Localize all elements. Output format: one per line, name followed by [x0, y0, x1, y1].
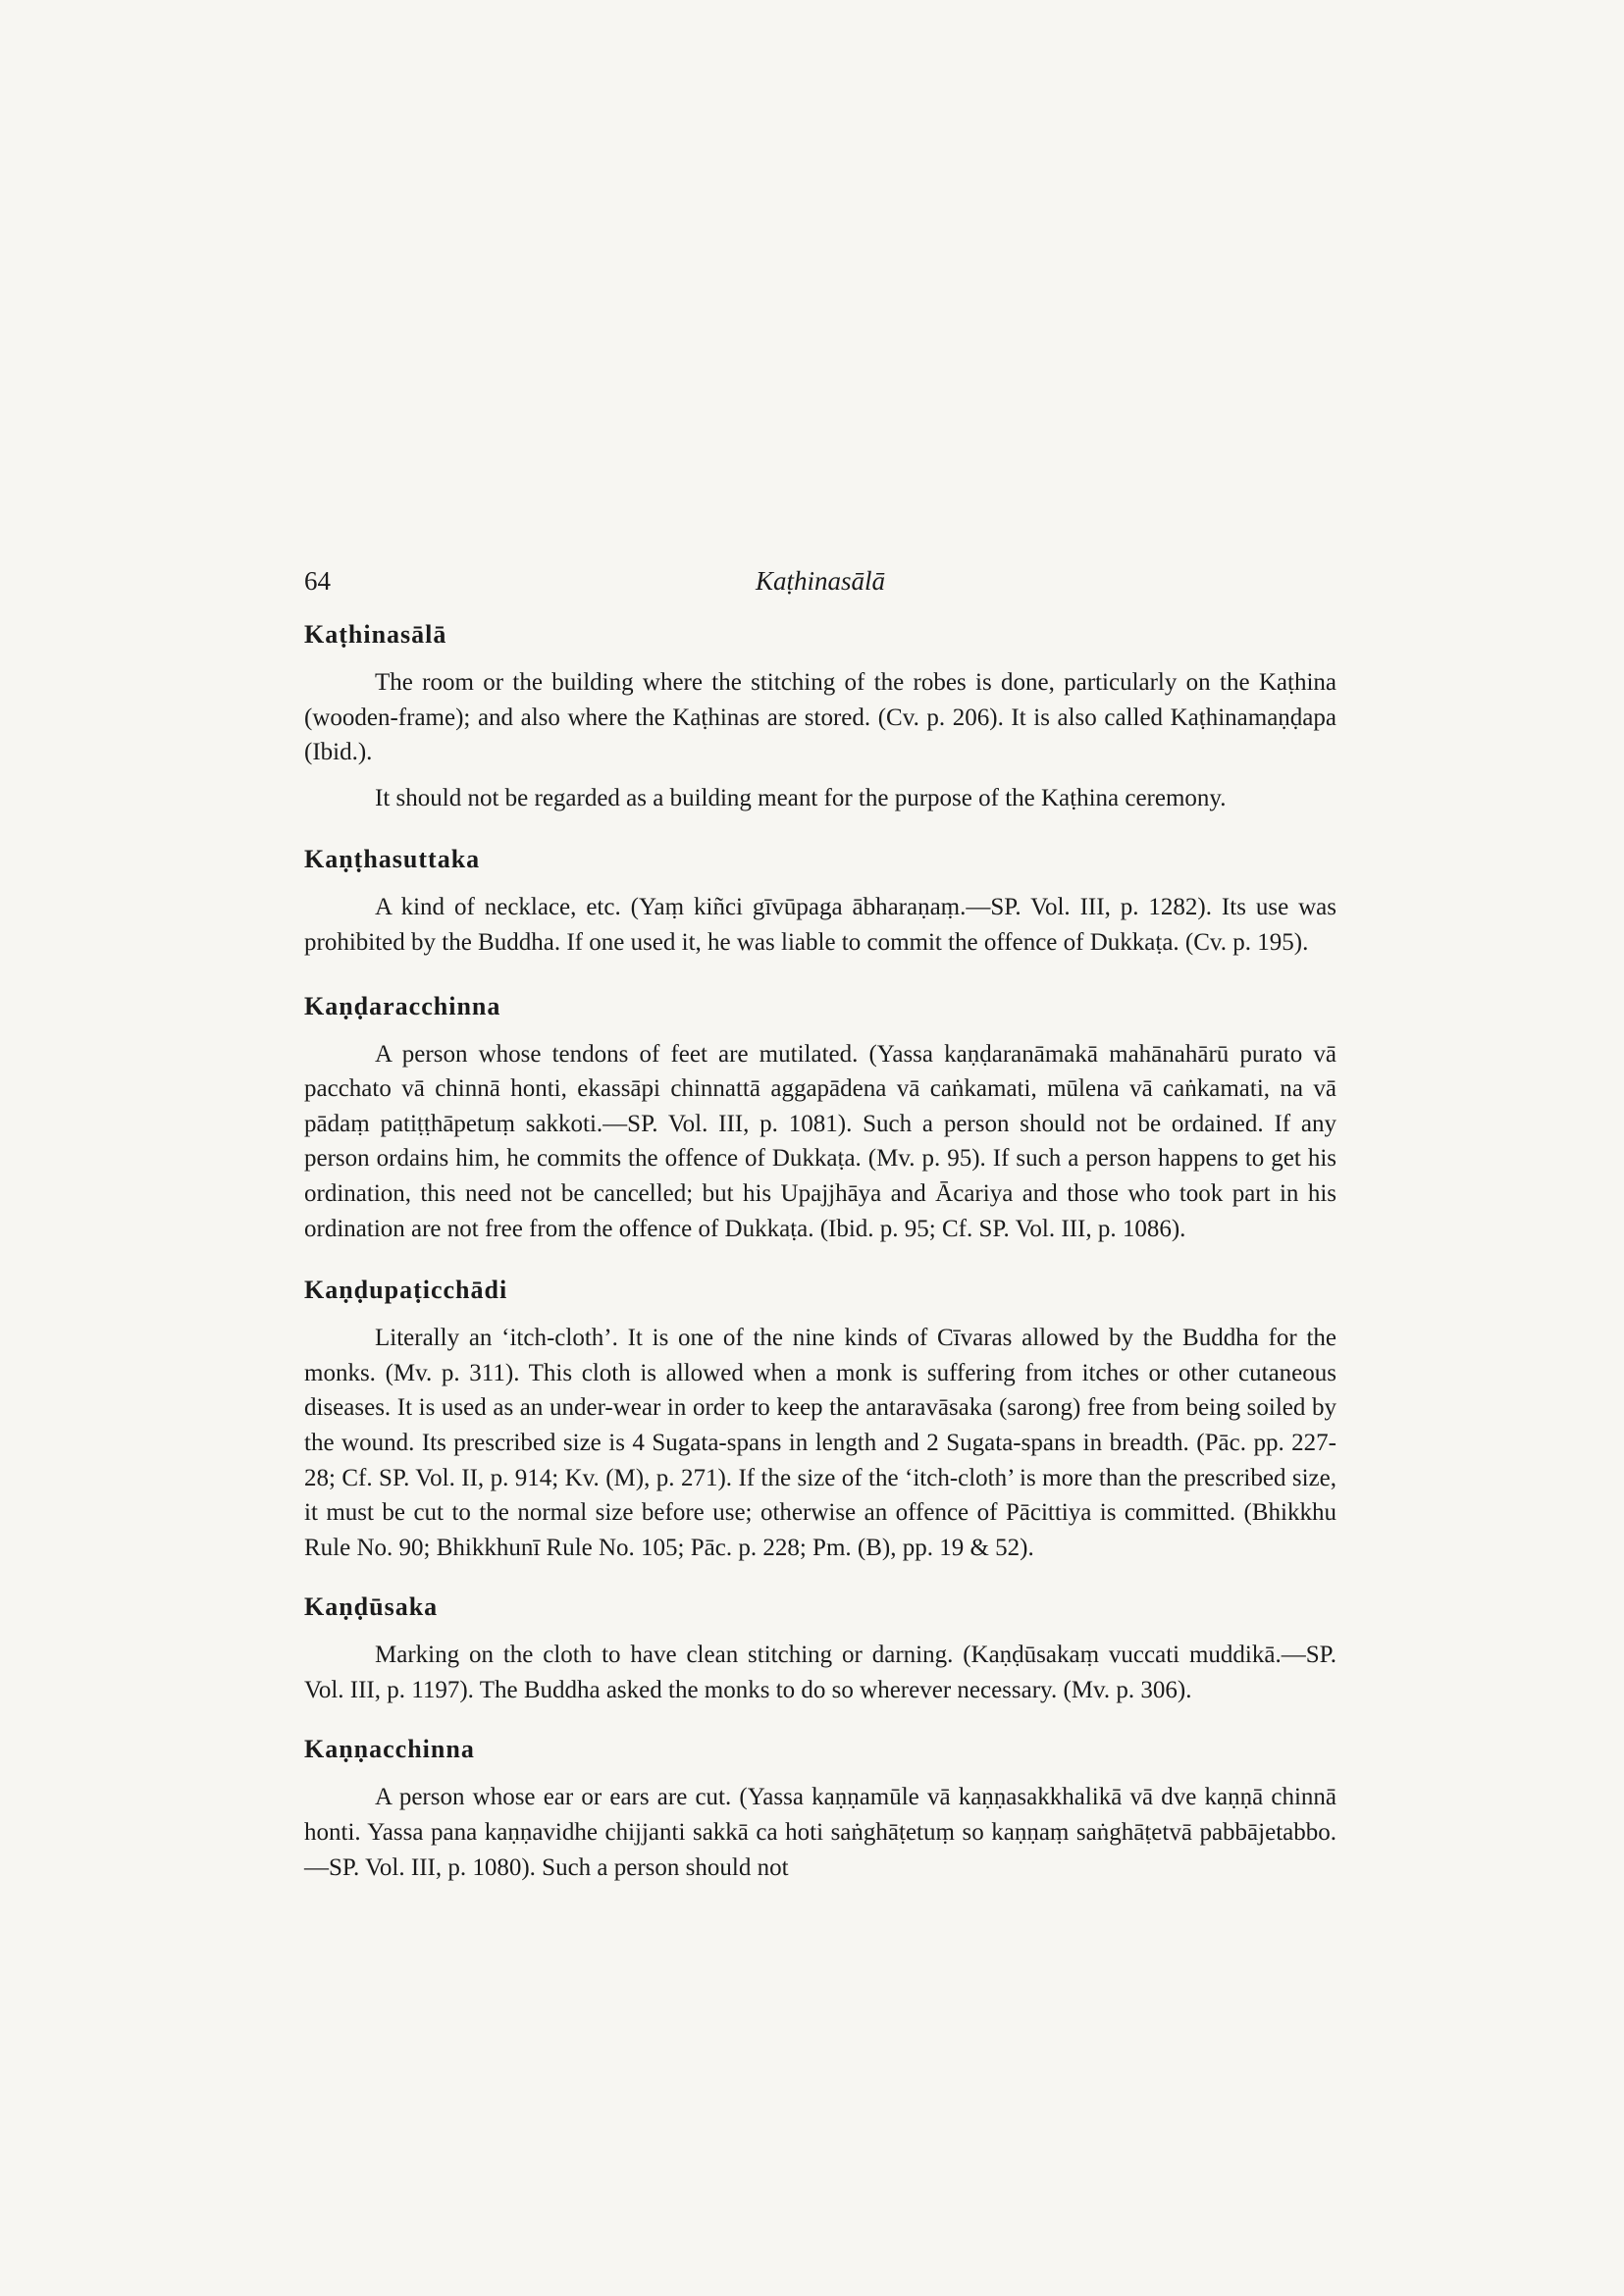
page-body: [304, 618, 1336, 1912]
entry-kandupaticchadi: [304, 1274, 1336, 1565]
entry-kanthasuttaka: [304, 843, 1336, 960]
entry-title: Kaṇḍaracchinna: [304, 991, 501, 1020]
page-header: [304, 566, 1336, 605]
entry-paragraph: Marking on the cloth to have clean stitching or darning. (Kaṇḍūsakaṃ vuccati muddikā.—SP. Vol. III, p. 1197). The Buddha asked the monks to do so wherever necessary. (Mv. p. 306).: [304, 1642, 1336, 1703]
entry-title: Kaṇḍupaṭicchādi: [304, 1276, 508, 1305]
running-head: Kaṭhinasālā: [755, 566, 886, 596]
entry-paragraph: It should not be regarded as a building meant for the purpose of the Kaṭhina ceremony.: [375, 784, 1227, 811]
entry-kathinasala: [304, 618, 1336, 815]
entry-title: Kaṇḍūsaka: [304, 1592, 439, 1622]
entry-title: Kaṭhinasālā: [304, 620, 447, 649]
entry-paragraph: A person whose tendons of feet are mutilated. (Yassa kaṇḍaranāmakā mahānahārū purato vā pacchato vā chinnā honti, ekassāpi chinnattā aggapādena vā caṅkamati, mūlena vā caṅkamati, na vā pādaṃ patiṭṭhāpetuṃ sakkoti.—SP. Vol. III, p. 1081). Such a person should not be ordained. If any person ordains him, he commits the offence of Dukkaṭa. (Mv. p. 95). If such a person happens to get his ordination, this need not be cancelled; but his Upajjhāya and Ācariya and those who took part in his ordination are not free from the offence of Dukkaṭa. (Ibid. p. 95; Cf. SP. Vol. III, p. 1086).: [304, 1040, 1336, 1242]
entry-paragraph: The room or the building where the stitching of the robes is done, particularly on the Kaṭhina (wooden-frame); and also where the Kaṭhinas are stored. (Cv. p. 206). It is also called Kaṭhinamaṇḍapa (Ibid.).: [304, 669, 1336, 766]
entry-title: Kaṇṇacchinna: [304, 1735, 475, 1764]
page-number: 64: [304, 566, 331, 596]
entry-title: Kaṇṭhasuttaka: [304, 845, 481, 874]
entry-paragraph: A person whose ear or ears are cut. (Yassa kaṇṇamūle vā kaṇṇasakkhalikā vā dve kaṇṇā chinnā honti. Yassa pana kaṇṇavidhe chijjanti sakkā ca hoti saṅghāṭetuṃ so kaṇṇaṃ saṅghāṭetvā pabbājetabbo.—SP. Vol. III, p. 1080). Such a person should not: [304, 1784, 1336, 1881]
entry-paragraph: A kind of necklace, etc. (Yaṃ kiñci gīvūpaga ābharaṇaṃ.—SP. Vol. III, p. 1282). Its use was prohibited by the Buddha. If one used it, he was liable to commit the offence of Dukkaṭa. (Cv. p. 195).: [304, 894, 1336, 956]
entry-kandusaka: [304, 1591, 1336, 1707]
entry-kannacchinna: [304, 1733, 1336, 1885]
entry-paragraph: Literally an ‘itch-cloth’. It is one of the nine kinds of Cīvaras allowed by the Buddha for the monks. (Mv. p. 311). This cloth is allowed when a monk is suffering from itches or other cutaneous diseases. It is used as an under-wear in order to keep the antaravāsaka (sarong) free from being soiled by the wound. Its prescribed size is 4 Sugata-spans in length and 2 Sugata-spans in breadth. (Pāc. pp. 227-28; Cf. SP. Vol. II, p. 914; Kv. (M), p. 271). If the size of the ‘itch-cloth’ is more than the prescribed size, it must be cut to the normal size before use; otherwise an offence of Pācittiya is committed. (Bhikkhu Rule No. 90; Bhikkhunī Rule No. 105; Pāc. p. 228; Pm. (B), pp. 19 & 52).: [304, 1325, 1336, 1561]
entry-kandaracchinna: [304, 990, 1336, 1247]
